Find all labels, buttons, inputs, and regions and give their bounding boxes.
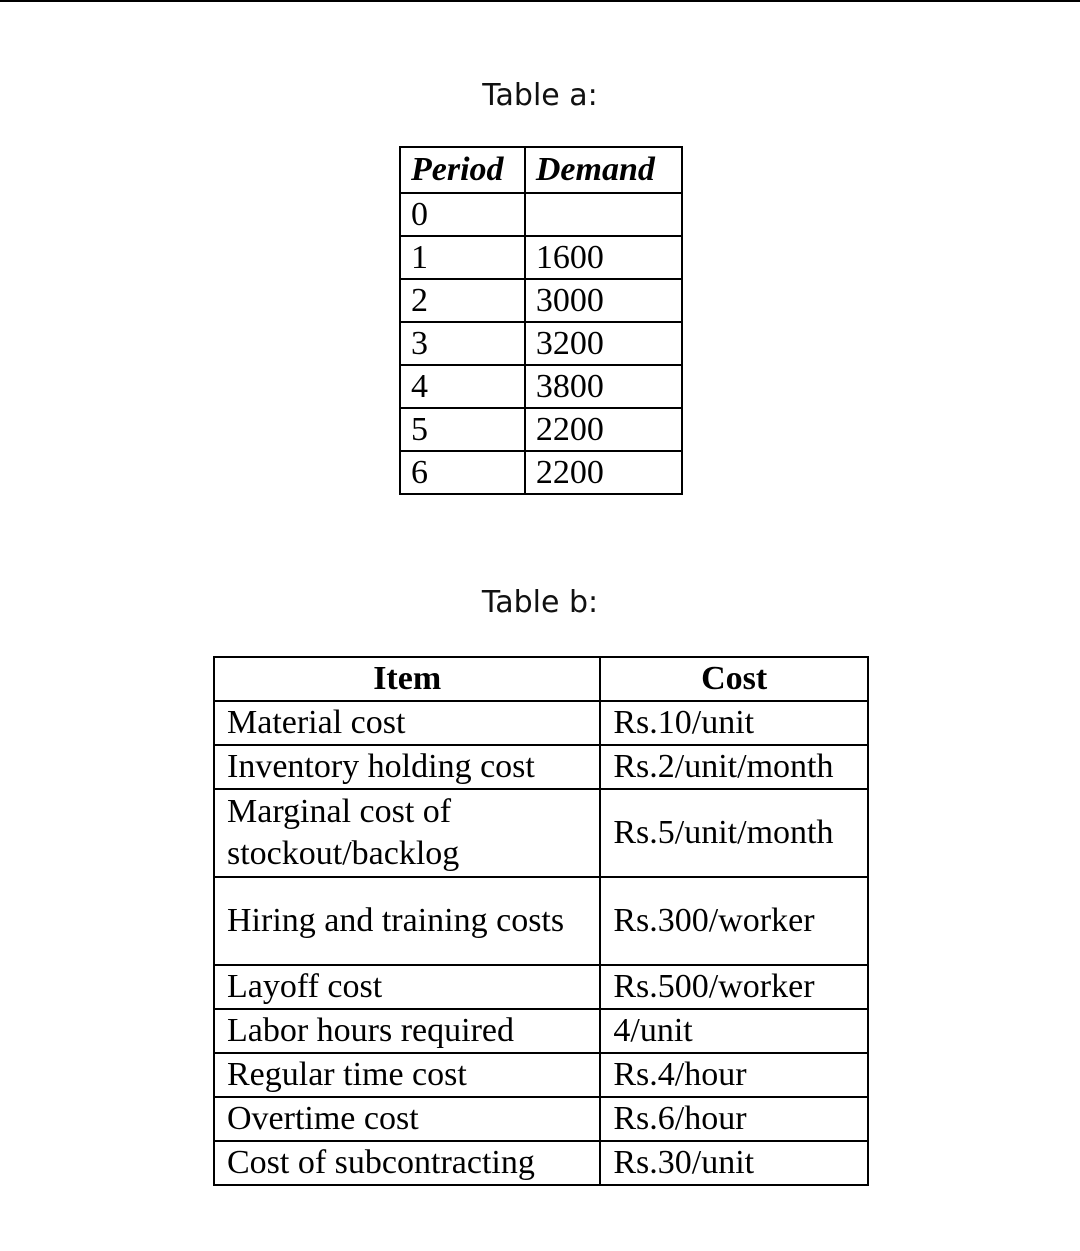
table-a-caption: Table a: [482, 78, 598, 113]
demand-cell: 1600 [525, 236, 682, 279]
cost-cell: Rs.30/unit [600, 1141, 868, 1185]
demand-cell: 3200 [525, 322, 682, 365]
item-cell: Labor hours required [214, 1009, 600, 1053]
table-row [400, 451, 682, 494]
item-cell: Layoff cost [214, 965, 600, 1009]
item-cell: Hiring and training costs [214, 877, 600, 965]
period-header: Period [400, 147, 525, 193]
cost-cell: Rs.300/worker [600, 877, 868, 965]
table-row [214, 701, 868, 745]
item-cell: Inventory holding cost [214, 745, 600, 789]
period-cell: 4 [400, 365, 525, 408]
table-row [214, 745, 868, 789]
cost-cell: Rs.10/unit [600, 701, 868, 745]
table-header-row [214, 657, 868, 701]
demand-cell: 3000 [525, 279, 682, 322]
demand-cell [525, 193, 682, 236]
period-cell: 5 [400, 408, 525, 451]
item-cell: Material cost [214, 701, 600, 745]
period-cell: 6 [400, 451, 525, 494]
table-row [400, 365, 682, 408]
period-cell: 1 [400, 236, 525, 279]
cost-cell: Rs.500/worker [600, 965, 868, 1009]
cost-cell: Rs.5/unit/month [600, 789, 868, 877]
item-cell: Overtime cost [214, 1097, 600, 1141]
cost-cell: Rs.2/unit/month [600, 745, 868, 789]
item-cell: Regular time cost [214, 1053, 600, 1097]
table-row [400, 408, 682, 451]
table-row [214, 1053, 868, 1097]
demand-header: Demand [525, 147, 682, 193]
table-row [214, 877, 868, 965]
table-row [214, 1141, 868, 1185]
item-cell: Cost of subcontracting [214, 1141, 600, 1185]
demand-cell: 2200 [525, 408, 682, 451]
cost-cell: Rs.6/hour [600, 1097, 868, 1141]
period-cell: 3 [400, 322, 525, 365]
table-row [400, 279, 682, 322]
table-header-row [400, 147, 682, 193]
cost-table [213, 656, 869, 1186]
table-row [400, 193, 682, 236]
table-row [214, 965, 868, 1009]
demand-table [399, 146, 683, 495]
period-cell: 0 [400, 193, 525, 236]
cost-header: Cost [600, 657, 868, 701]
table-row [400, 236, 682, 279]
table-row [214, 1097, 868, 1141]
demand-cell: 3800 [525, 365, 682, 408]
table-row [214, 1009, 868, 1053]
item-header: Item [214, 657, 600, 701]
item-cell: Marginal cost of stockout/backlog [214, 789, 600, 877]
table-b-caption: Table b: [481, 585, 599, 620]
table-row [214, 789, 868, 877]
cost-cell: Rs.4/hour [600, 1053, 868, 1097]
demand-cell: 2200 [525, 451, 682, 494]
cost-cell: 4/unit [600, 1009, 868, 1053]
period-cell: 2 [400, 279, 525, 322]
table-row [400, 322, 682, 365]
top-border-line [0, 0, 1080, 2]
